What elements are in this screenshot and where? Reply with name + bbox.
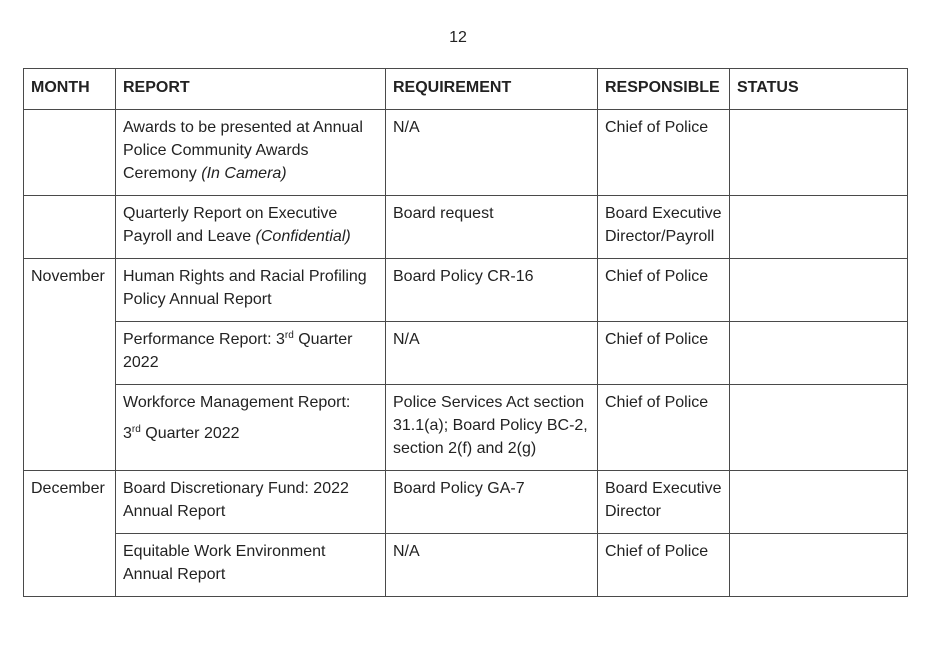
report-cell — [116, 385, 386, 471]
report-cell: Human Rights and Racial Profiling Policy Annual Report — [116, 259, 386, 322]
report-text: Performance Report: 3 — [123, 331, 285, 348]
report-cell — [116, 110, 386, 196]
month-cell: November — [24, 259, 116, 471]
report-note: (Confidential) — [255, 228, 351, 245]
table-row — [24, 534, 908, 597]
report-text-line2 — [123, 422, 378, 445]
responsible-cell: Chief of Police — [598, 322, 730, 385]
page-number: 12 — [449, 29, 467, 46]
responsible-cell: Chief of Police — [598, 385, 730, 471]
status-cell — [730, 259, 908, 322]
status-cell — [730, 471, 908, 534]
report-text: Workforce Management Report: — [123, 394, 351, 411]
requirement-cell: N/A — [386, 110, 598, 196]
requirement-cell: Police Services Act section 31.1(a); Board Policy BC-2, section 2(f) and 2(g) — [386, 385, 598, 471]
month-column-header: MONTH — [24, 69, 116, 110]
table-row — [24, 110, 908, 196]
report-text: Quarterly Report on Executive Payroll and Leave — [123, 205, 338, 245]
responsible-cell: Chief of Police — [598, 110, 730, 196]
report-schedule-table — [23, 68, 908, 597]
requirement-cell: N/A — [386, 534, 598, 597]
status-column-header: STATUS — [730, 69, 908, 110]
status-cell — [730, 534, 908, 597]
responsible-cell: Chief of Police — [598, 259, 730, 322]
report-cell — [116, 322, 386, 385]
table-row — [24, 471, 908, 534]
status-cell — [730, 385, 908, 471]
report-cell — [116, 196, 386, 259]
requirement-cell: Board Policy CR-16 — [386, 259, 598, 322]
status-cell — [730, 196, 908, 259]
report-text: 3 — [123, 425, 132, 442]
responsible-column-header: RESPONSIBLE — [598, 69, 730, 110]
table-row — [24, 322, 908, 385]
status-cell — [730, 322, 908, 385]
table-row — [24, 259, 908, 322]
report-cell: Equitable Work Environment Annual Report — [116, 534, 386, 597]
report-text: Awards to be presented at Annual Police Community Awards Ceremony — [123, 119, 363, 182]
month-cell — [24, 110, 116, 196]
ordinal-suffix: rd — [131, 424, 141, 435]
table-header-row — [24, 69, 908, 110]
ordinal-suffix: rd — [284, 330, 294, 341]
requirement-cell: Board Policy GA-7 — [386, 471, 598, 534]
report-column-header: REPORT — [116, 69, 386, 110]
report-cell: Board Discretionary Fund: 2022 Annual Report — [116, 471, 386, 534]
report-text: Quarter 2022 — [123, 331, 353, 371]
responsible-cell: Board Executive Director — [598, 471, 730, 534]
month-cell: December — [24, 471, 116, 597]
table-row — [24, 385, 908, 471]
responsible-cell: Board Executive Director/Payroll — [598, 196, 730, 259]
requirement-column-header: REQUIREMENT — [386, 69, 598, 110]
status-cell — [730, 110, 908, 196]
table-row — [24, 196, 908, 259]
report-note: (In Camera) — [201, 165, 287, 182]
report-text: Quarter 2022 — [140, 425, 240, 442]
requirement-cell: N/A — [386, 322, 598, 385]
month-cell — [24, 196, 116, 259]
responsible-cell: Chief of Police — [598, 534, 730, 597]
requirement-cell: Board request — [386, 196, 598, 259]
